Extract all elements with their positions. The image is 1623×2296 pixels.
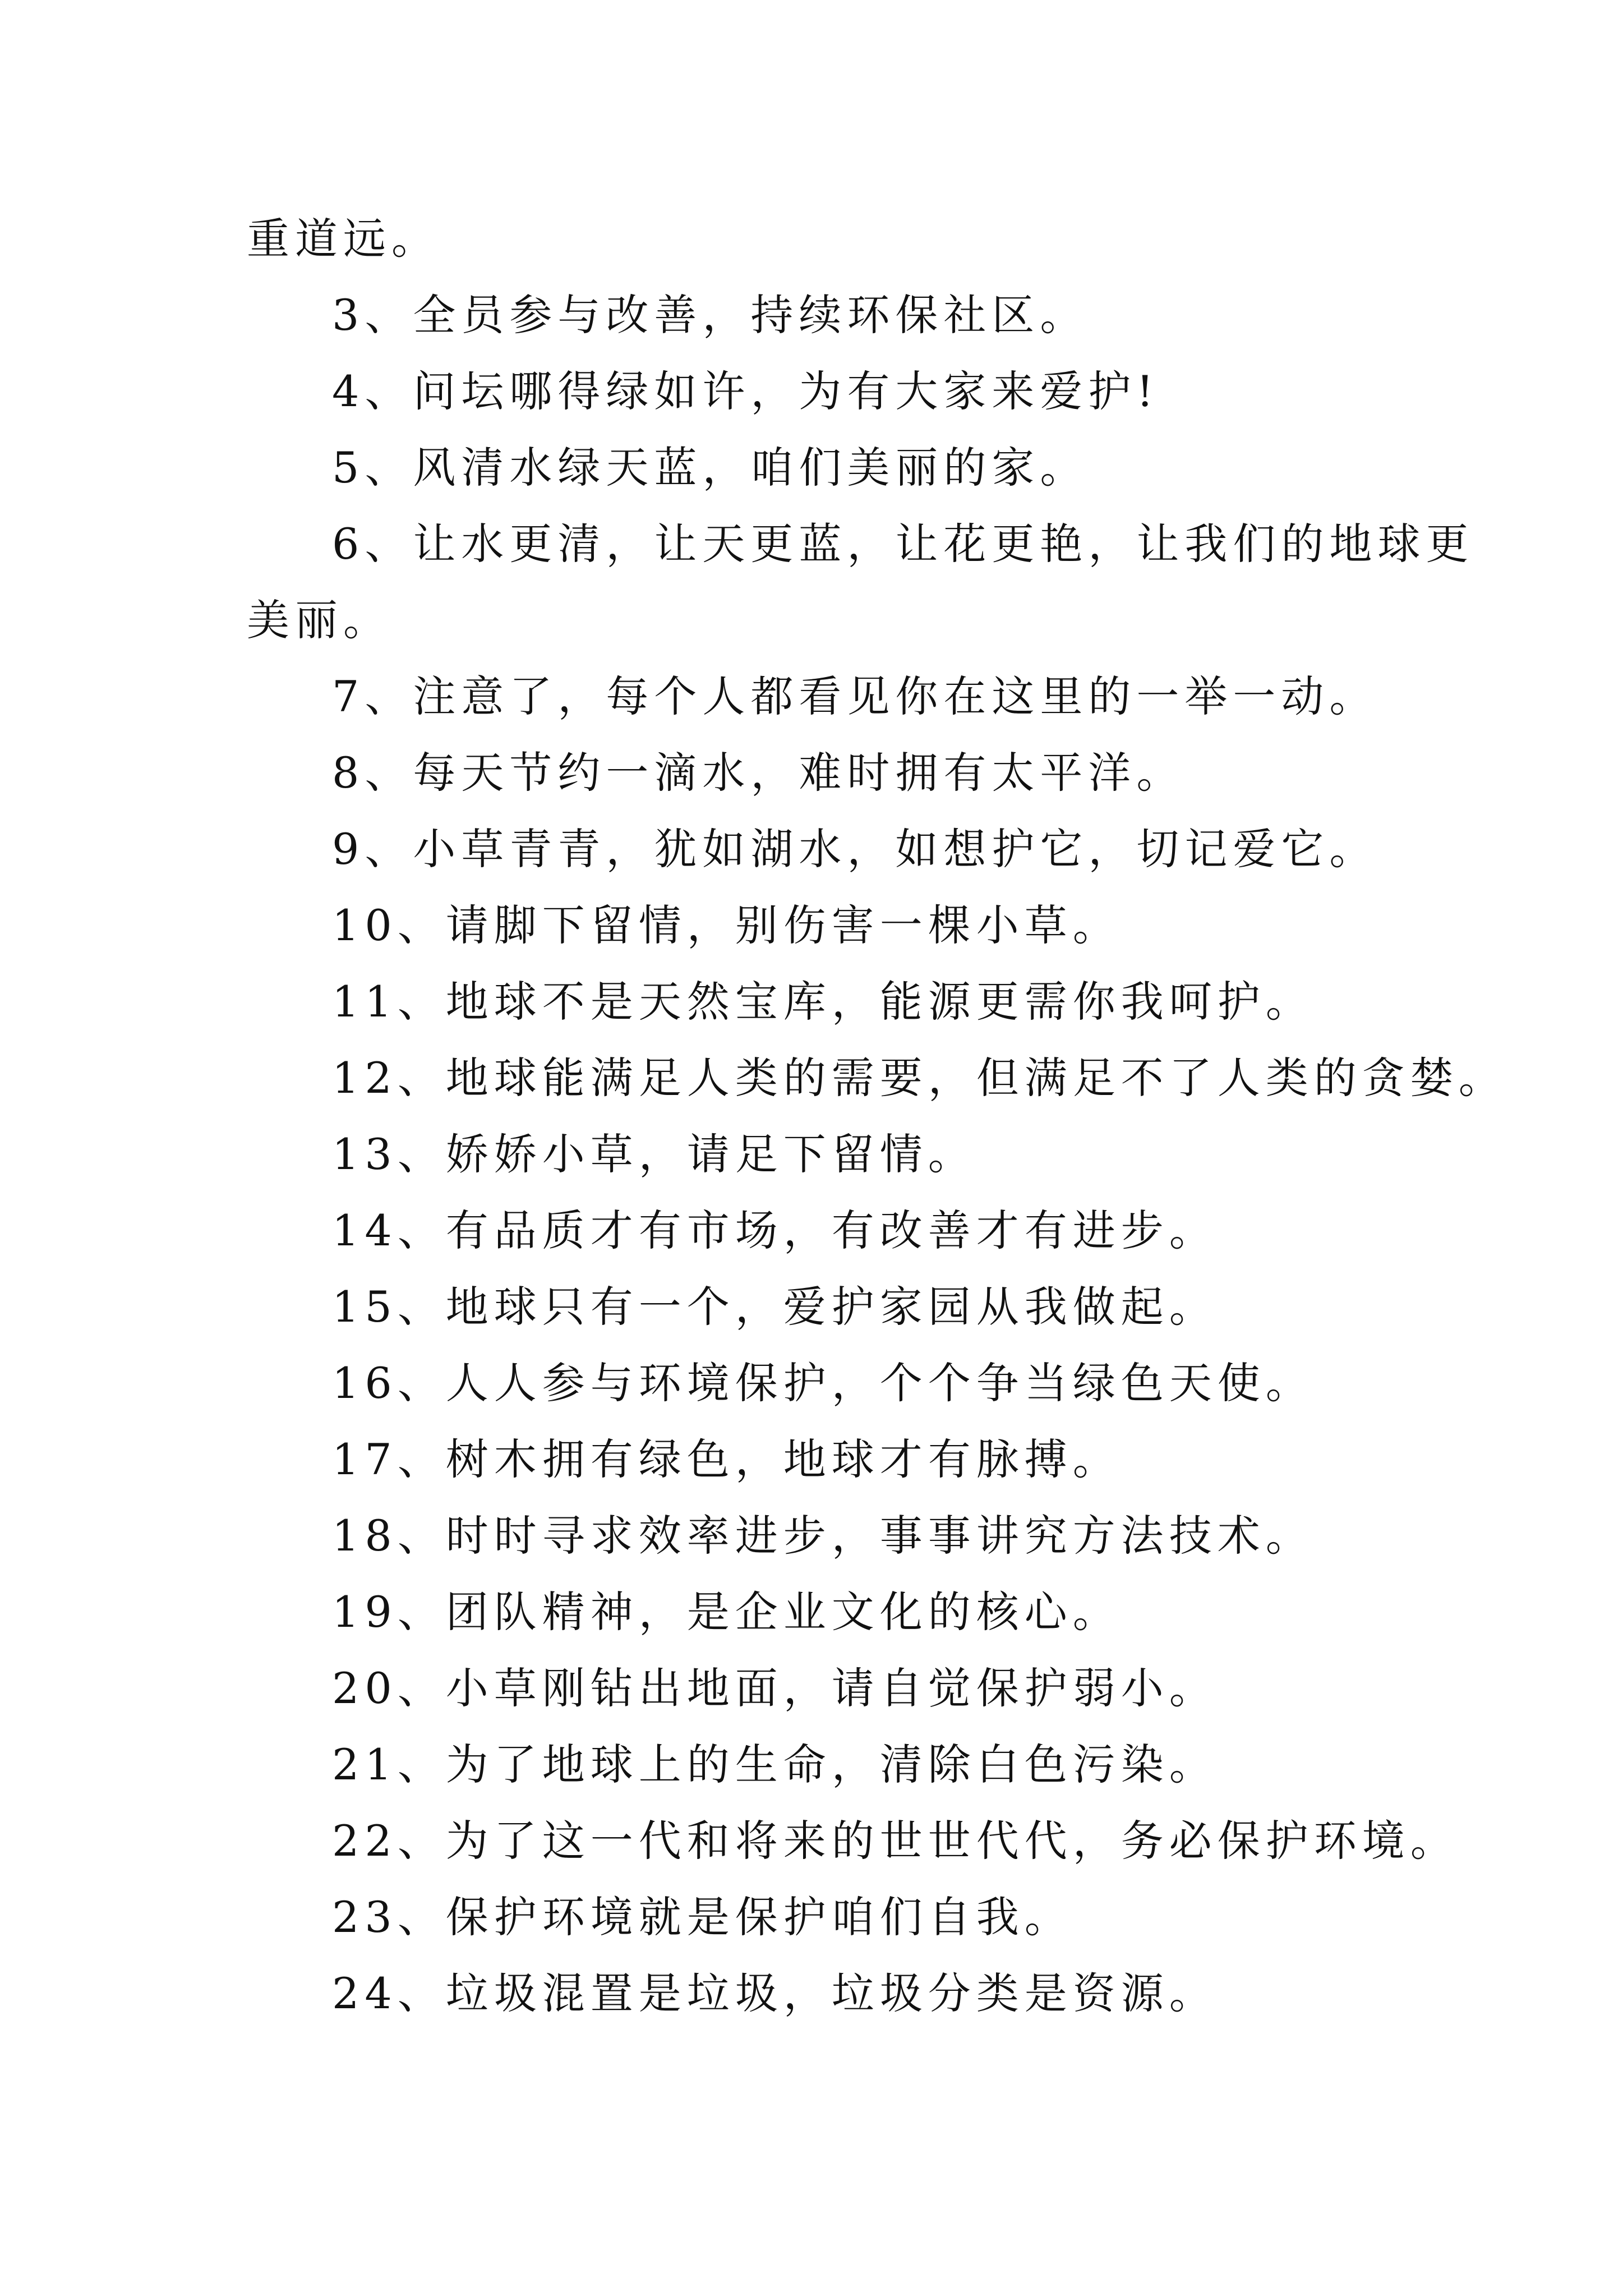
text-line: 4、问坛哪得绿如许，为有大家来爱护! — [332, 366, 1159, 416]
body-text — [247, 201, 1507, 2032]
text-line: 13、娇娇小草，请足下留情。 — [332, 1129, 976, 1179]
text-line: 美丽。 — [247, 595, 391, 645]
text-line: 10、请脚下留情，别伤害一棵小草。 — [332, 900, 1121, 950]
text-line: 24、垃圾混置是垃圾，垃圾分类是资源。 — [332, 1968, 1218, 2018]
text-line: 21、为了地球上的生命，清除白色污染。 — [332, 1740, 1218, 1789]
text-line: 12、地球能满足人类的需要，但满足不了人类的贪婪。 — [332, 1053, 1507, 1103]
text-line: 18、时时寻求效率进步，事事讲究方法技术。 — [332, 1511, 1314, 1561]
text-line: 15、地球只有一个，爱护家园从我做起。 — [332, 1282, 1218, 1332]
text-line: 重道远。 — [247, 214, 440, 264]
text-line: 8、每天节约一滴水，难时拥有太平洋。 — [332, 748, 1185, 798]
text-line: 17、树木拥有绿色，地球才有脉搏。 — [332, 1434, 1121, 1484]
text-line: 9、小草青青，犹如湖水，如想护它，切记爱它。 — [332, 824, 1378, 874]
text-line: 6、让水更清，让天更蓝，让花更艳，让我们的地球更 — [332, 519, 1474, 569]
text-line: 5、风清水绿天蓝，咱们美丽的家。 — [332, 443, 1089, 493]
text-line: 19、团队精神，是企业文化的核心。 — [332, 1587, 1121, 1637]
text-line: 20、小草刚钻出地面，请自觉保护弱小。 — [332, 1663, 1218, 1713]
text-line: 23、保护环境就是保护咱们自我。 — [332, 1892, 1073, 1942]
text-line: 7、注意了，每个人都看见你在这里的一举一动。 — [332, 671, 1378, 721]
text-line: 11、地球不是天然宝库，能源更需你我呵护。 — [332, 977, 1314, 1027]
text-line: 14、有品质才有市场，有改善才有进步。 — [332, 1205, 1218, 1255]
text-line: 22、为了这一代和将来的世世代代，务必保护环境。 — [332, 1816, 1459, 1866]
text-line: 16、人人参与环境保护，个个争当绿色天使。 — [332, 1358, 1314, 1408]
text-line: 3、全员参与改善，持续环保社区。 — [332, 290, 1089, 340]
